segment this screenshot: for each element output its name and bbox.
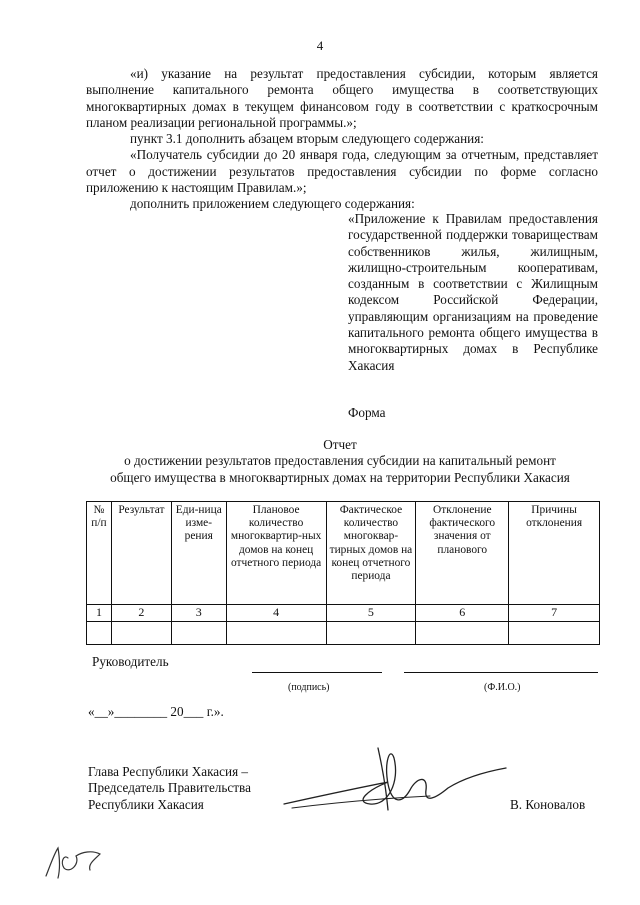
- table-header-row: [87, 502, 600, 605]
- report-subtitle-2: общего имущества в многоквартирных домах на территории Республики Хакасия: [110, 469, 570, 485]
- table-row-empty: [87, 622, 600, 645]
- empty-cell[interactable]: [171, 622, 226, 645]
- col-header-deviation: Отклонение фактического значения от планового: [416, 502, 509, 605]
- empty-cell[interactable]: [87, 622, 112, 645]
- chief-title-line-2: Председатель Правительства: [88, 780, 251, 796]
- chief-title-line-1: Глава Республики Хакасия –: [88, 764, 249, 779]
- chief-name: В. Коновалов: [510, 797, 586, 812]
- empty-cell[interactable]: [416, 622, 509, 645]
- page-number: 4: [316, 38, 324, 53]
- empty-cell[interactable]: [326, 622, 416, 645]
- empty-cell[interactable]: [226, 622, 326, 645]
- paragraph-1: «и) указание на результат предоставления субсидии, которым является выполнение капитального ремонта общего имущества в соответствующих многоквартирных домах в текущем финансовом году в соответствии с краткосрочным планом реализации региональной программы.»;: [86, 66, 598, 130]
- appendix-note: «Приложение к Правилам предоставления государственной поддержки товариществам собственников жилья, жилищным, жилищно-строительным кооперативам, созданным в соответствии с Жилищным кодексом Российской Федерации, управляющим организациям на проведение капитального ремонта общего имущества в многоквартирных домах в Республике Хакасия: [348, 211, 598, 373]
- paragraph-3: «Получатель субсидии до 20 января года, следующим за отчетным, представляет отчет о достижении результатов предоставления субсидии по форме согласно приложению к настоящим Правилам.»;: [86, 147, 598, 196]
- paragraph-2: пункт 3.1 дополнить абзацем вторым следующего содержания:: [130, 131, 484, 147]
- column-number-cell: 1: [87, 605, 112, 622]
- report-table: [86, 501, 600, 645]
- form-label: Форма: [348, 405, 386, 420]
- col-header-actual: Фактическое количество многоквар-тирных домов на конец отчетного периода: [326, 502, 416, 605]
- col-header-unit: Еди-ница изме-рения: [171, 502, 226, 605]
- column-number-cell: 3: [171, 605, 226, 622]
- col-header-reasons: Причины отклонения: [509, 502, 600, 605]
- chief-title: [88, 764, 251, 813]
- column-number-cell: 7: [509, 605, 600, 622]
- name-line: [404, 672, 598, 673]
- signature-caption: (подпись): [288, 682, 330, 693]
- col-header-planned: Плановое количество многоквартир-ных домов на конец отчетного периода: [226, 502, 326, 605]
- signature-line: [252, 672, 382, 673]
- col-header-number: № п/п: [87, 502, 112, 605]
- report-title: Отчет: [323, 437, 357, 452]
- column-number-cell: 4: [226, 605, 326, 622]
- amendment-text: [86, 66, 598, 213]
- chief-title-line-3: Республики Хакасия: [88, 796, 204, 812]
- empty-cell[interactable]: [509, 622, 600, 645]
- initials-mark: [40, 834, 110, 884]
- table-row-numbers: [87, 605, 600, 622]
- report-subtitle-1: о достижении результатов предоставления субсидии на капитальный ремонт: [124, 453, 556, 469]
- paragraph-4: дополнить приложением следующего содержания:: [130, 196, 415, 212]
- column-number-cell: 2: [111, 605, 171, 622]
- name-caption: (Ф.И.О.): [484, 682, 521, 693]
- column-number-cell: 5: [326, 605, 416, 622]
- column-number-cell: 6: [416, 605, 509, 622]
- date-line: «__»________ 20___ г.».: [88, 704, 224, 719]
- col-header-result: Результат: [111, 502, 171, 605]
- report-title-block: [0, 437, 640, 486]
- head-label: Руководитель: [92, 654, 169, 669]
- empty-cell[interactable]: [111, 622, 171, 645]
- handwritten-signature: [280, 738, 510, 828]
